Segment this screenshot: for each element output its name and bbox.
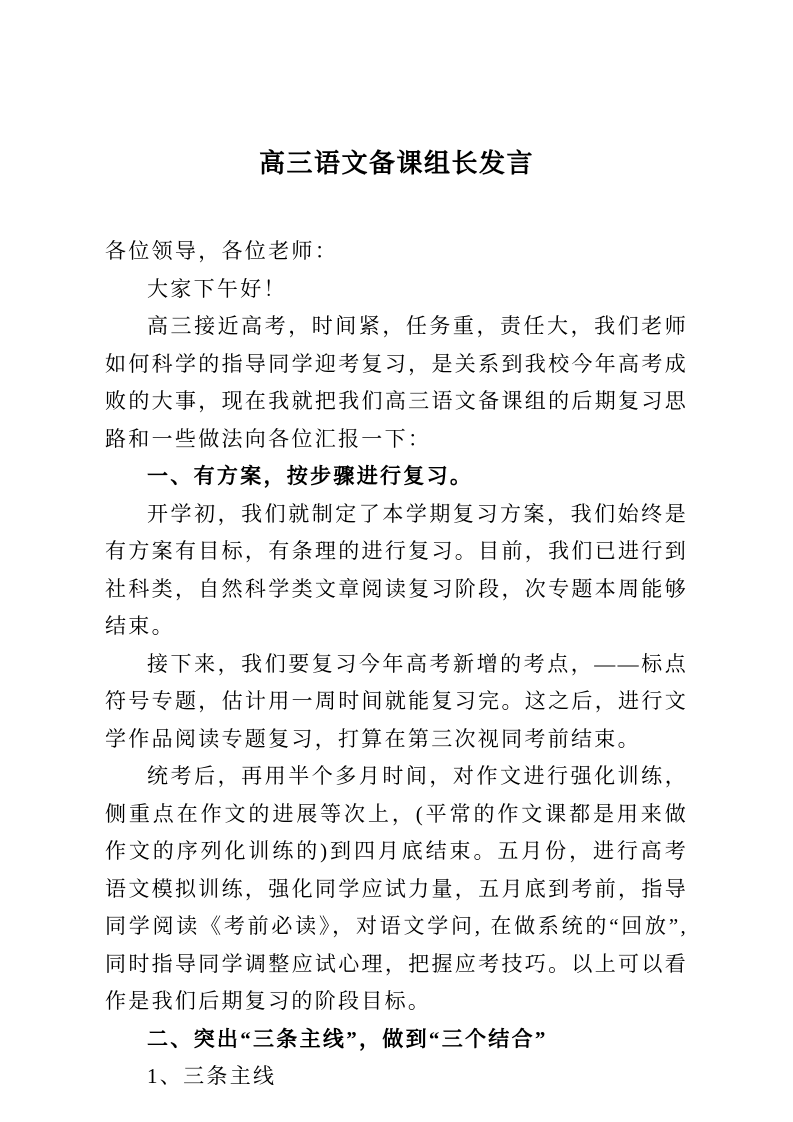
paragraph: 接下来，我们要复习今年高考新增的考点，——标点符号专题，估计用一周时间就能复习完。这之后，进行文学作品阅读专题复习，打算在第三次视同考前结束。 [105, 651, 688, 751]
document-title: 高三语文备课组长发言 [258, 148, 534, 178]
section-heading: 二、突出“三条主线”，做到“三个结合” [147, 1026, 548, 1051]
paragraph: 各位领导，各位老师： [105, 239, 338, 263]
paragraph: 统考后，再用半个多月时间，对作文进行强化训练，侧重点在作文的进展等次上，(平常的作文课都是用来做作文的序列化训练的)到四月底结束。五月份，进行高考语文模拟训练，强化同学应试力量，五月底到考前，指导同学阅读《考前必读》，对语文学问, 在做系统的“回放”, 同时指导同学调整应试心理，把握应考技巧。以上可以看作是我们后期复习的阶段目标。 [105, 764, 688, 1013]
paragraph: 开学初，我们就制定了本学期复习方案，我们始终是有方案有目标，有条理的进行复习。目前，我们已进行到社科类，自然科学类文章阅读复习阶段，次专题本周能够结束。 [105, 501, 688, 638]
section-heading: 一、有方案，按步骤进行复习。 [147, 464, 474, 488]
paragraph: 大家下午好！ [147, 276, 287, 301]
paragraph: 高三接近高考，时间紧，任务重，责任大，我们老师如何科学的指导同学迎考复习，是关系到我校今年高考成败的大事，现在我就把我们高三语文备课组的后期复习思路和一些做法向各位汇报一下： [105, 314, 688, 451]
document-body [105, 233, 688, 1096]
paragraph: 1、三条主线 [147, 1064, 277, 1088]
